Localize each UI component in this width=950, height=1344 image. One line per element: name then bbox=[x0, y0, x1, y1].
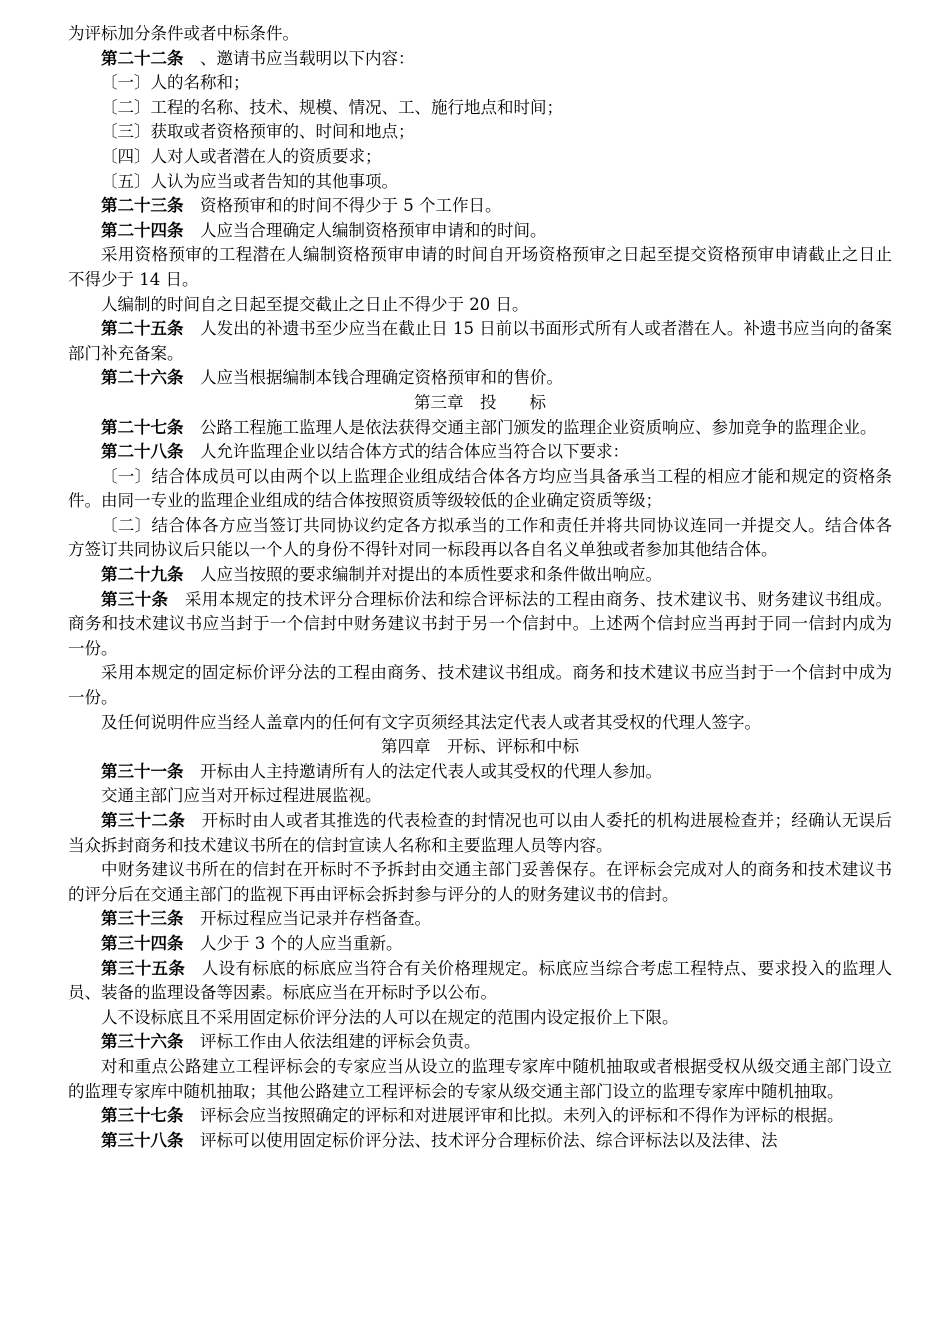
paragraph-text: 人发出的补遗书至少应当在截止日 15 日前以书面形式所有人或者潜在人。补遗书应当向的备案部门补充备案。 bbox=[68, 319, 892, 363]
article-number: 第三十三条 bbox=[101, 909, 184, 929]
body-paragraph bbox=[68, 22, 892, 47]
paragraph-text: 采用本规定的固定标价评分法的工程由商务、技术建议书组成。商务和技术建议书应当封于一个信封中成为一份。 bbox=[68, 663, 892, 708]
paragraph-text: 采用本规定的技术评分合理标价法和综合评标法的工程由商务、技术建议书、财务建议书组成。商务和技术建议书应当封于一个信封中财务建议书封于另一个信封中。上述两个信封应当再封于同一信封内成为一份。 bbox=[68, 589, 893, 658]
paragraph-text: 人少于 3 个的人应当重新。 bbox=[200, 933, 403, 953]
paragraph-text: 为评标加分条件或者中标条件。 bbox=[68, 24, 299, 43]
article-paragraph bbox=[68, 317, 892, 366]
paragraph-text: 〔三〕获取或者资格预审的、时间和地点； bbox=[101, 122, 415, 142]
paragraph-text: 〔一〕人的名称和； bbox=[101, 73, 250, 93]
article-paragraph bbox=[68, 366, 892, 391]
article-paragraph bbox=[68, 1104, 892, 1129]
article-number: 第三十八条 bbox=[101, 1130, 184, 1150]
article-number: 第二十九条 bbox=[101, 565, 184, 585]
article-paragraph bbox=[68, 1030, 892, 1055]
body-paragraph bbox=[68, 71, 892, 96]
paragraph-text: 评标工作由人依法组建的评标会负责。 bbox=[200, 1032, 481, 1052]
body-paragraph bbox=[68, 1006, 892, 1031]
paragraph-text: 人应当根据编制本钱合理确定资格预审和的售价。 bbox=[200, 368, 563, 388]
paragraph-text: 对和重点公路建立工程评标会的专家应当从设立的监理专家库中随机抽取或者根据受权从级交通主部门设立的监理专家库中随机抽取；其他公路建立工程评标会的专家从级交通主部门设立的监理专家库中随机抽取。 bbox=[68, 1056, 892, 1101]
article-paragraph bbox=[68, 219, 892, 244]
paragraph-text: 及任何说明件应当经人盖章内的任何有文字页须经其法定代表人或者其受权的代理人签字。 bbox=[101, 712, 761, 732]
paragraph-text: 开标由人主持邀请所有人的法定代表人或其受权的代理人参加。 bbox=[200, 761, 662, 781]
paragraph-text: 人不设标底且不采用固定标价评分法的人可以在规定的范围内设定报价上下限。 bbox=[101, 1007, 679, 1027]
body-paragraph bbox=[68, 1055, 892, 1104]
chapter-heading: 第四章 开标、评标和中标 bbox=[381, 737, 579, 757]
body-paragraph bbox=[68, 170, 892, 195]
article-number: 第三十七条 bbox=[101, 1106, 184, 1126]
article-paragraph bbox=[68, 416, 892, 441]
body-paragraph bbox=[68, 661, 892, 710]
paragraph-text: 人允许监理企业以结合体方式的结合体应当符合以下要求： bbox=[200, 442, 629, 462]
paragraph-text: 交通主部门应当对开标过程进展监视。 bbox=[101, 786, 382, 806]
paragraph-text: 人设有标底的标底应当符合有关价格理规定。标底应当综合考虑工程特点、要求投入的监理人员、装备的监理设备等因素。标底应当在开标时予以公布。 bbox=[68, 958, 893, 1003]
paragraph-text: 开标时由人或者其推选的代表检查的封情况也可以由人委托的机构进展检查并；经确认无误后当众拆封商务和技术建议书所在的信封宣读人名称和主要监理人员等内容。 bbox=[68, 811, 893, 855]
paragraph-text: 人应当合理确定人编制资格预审申请和的时间。 bbox=[200, 220, 547, 240]
article-paragraph bbox=[68, 563, 892, 588]
article-paragraph bbox=[68, 932, 892, 957]
article-number: 第二十三条 bbox=[101, 196, 184, 216]
article-paragraph bbox=[68, 907, 892, 932]
article-paragraph bbox=[68, 760, 892, 785]
paragraph-text: 〔四〕人对人或者潜在人的资质要求； bbox=[101, 146, 382, 166]
paragraph-text: 资格预审和的时间不得少于 5 个工作日。 bbox=[200, 196, 502, 216]
body-paragraph bbox=[68, 243, 892, 292]
body-paragraph bbox=[68, 784, 892, 809]
article-paragraph bbox=[68, 1129, 892, 1154]
chapter-heading: 第三章 投 标 bbox=[414, 392, 546, 412]
paragraph-text: 中财务建议书所在的信封在开标时不予拆封由交通主部门妥善保存。在评标会完成对人的商务和技术建议书的评分后在交通主部门的监视下再由评标会拆封参与评分的人的财务建议书的信封。 bbox=[68, 860, 892, 904]
paragraph-text: 〔一〕结合体成员可以由两个以上监理企业组成结合体各方均应当具备承当工程的相应才能和规定的资格条件。由同一专业的监理企业组成的结合体按照资质等级较低的企业确定资质等级； bbox=[68, 466, 892, 511]
article-number: 第二十二条 bbox=[101, 48, 184, 68]
article-number: 第三十二条 bbox=[101, 811, 186, 830]
article-number: 第三十一条 bbox=[101, 761, 184, 781]
paragraph-text: 人应当按照的要求编制并对提出的本质性要求和条件做出响应。 bbox=[200, 565, 662, 585]
paragraph-text: 、邀请书应当载明以下内容： bbox=[200, 48, 415, 68]
body-paragraph bbox=[68, 858, 892, 907]
paragraph-text: 开标过程应当记录并存档备查。 bbox=[200, 909, 431, 929]
body-paragraph bbox=[68, 96, 892, 121]
article-paragraph bbox=[68, 809, 892, 858]
body-paragraph bbox=[68, 120, 892, 145]
article-number: 第二十六条 bbox=[101, 368, 184, 388]
article-paragraph bbox=[68, 588, 892, 662]
paragraph-text: 〔二〕结合体各方应当签订共同协议约定各方拟承当的工作和责任并将共同协议连同一并提交人。结合体各方签订共同协议后只能以一个人的身份不得针对同一标段再以各自名义单独或者参加其他结合体。 bbox=[68, 515, 892, 560]
article-number: 第二十七条 bbox=[101, 417, 184, 437]
article-number: 第三十六条 bbox=[101, 1032, 184, 1052]
article-number: 第二十四条 bbox=[101, 220, 184, 240]
paragraph-text: 公路工程施工监理人是依法获得交通主部门颁发的监理企业资质响应、参加竞争的监理企业。 bbox=[200, 417, 877, 437]
body-paragraph bbox=[68, 465, 892, 514]
paragraph-text: 〔二〕工程的名称、技术、规模、情况、工、施行地点和时间； bbox=[101, 97, 563, 117]
article-number: 第三十四条 bbox=[101, 933, 184, 953]
paragraph-text: 评标会应当按照确定的评标和对进展评审和比拟。未列入的评标和不得作为评标的根据。 bbox=[200, 1106, 844, 1126]
article-paragraph bbox=[68, 194, 892, 219]
body-paragraph bbox=[68, 145, 892, 170]
body-paragraph bbox=[68, 514, 892, 563]
article-paragraph bbox=[68, 957, 892, 1006]
body-paragraph bbox=[68, 711, 892, 736]
article-number: 第三十条 bbox=[101, 589, 169, 609]
article-number: 第三十五条 bbox=[101, 958, 186, 978]
paragraph-text: 评标可以使用固定标价评分法、技术评分合理标价法、综合评标法以及法律、法 bbox=[200, 1130, 778, 1150]
article-number: 第二十五条 bbox=[101, 319, 184, 339]
body-paragraph bbox=[68, 293, 892, 318]
paragraph-text: 〔五〕人认为应当或者告知的其他事项。 bbox=[101, 171, 398, 191]
paragraph-text: 采用资格预审的工程潜在人编制资格预审申请的时间自开场资格预审之日起至提交资格预审申请截止之日止不得少于 14 日。 bbox=[68, 245, 892, 289]
article-paragraph bbox=[68, 47, 892, 72]
paragraph-text: 人编制的时间自之日起至提交截止之日止不得少于 20 日。 bbox=[101, 294, 529, 314]
article-number: 第二十八条 bbox=[101, 442, 184, 462]
article-paragraph bbox=[68, 440, 892, 465]
